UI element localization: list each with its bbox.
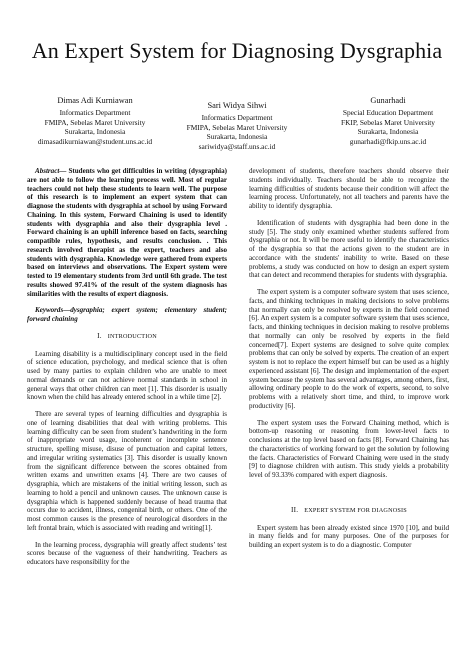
author-department: Special Education Department: [342, 108, 434, 117]
section-heading-expert-system: II. EXPERT SYSTEM FOR DIAGNOSIS: [291, 505, 407, 514]
paragraph: Learning disability is a multidisciplinary concept used in the field of science education, psychology, and medical science that is often used by many parties to explain children who are unable to meet normal demands or can not achieve normal standards in school in general ways that other children can meet [1]. This disorder is usually known when the child has already entered school in a while time [2].: [27, 349, 227, 402]
author-department: Informatics Department: [59, 108, 131, 117]
paper-title: An Expert System for Diagnosing Dysgraphia: [31, 38, 443, 63]
paragraph: Expert system has been already existed since 1970 [10], and build in many fields and for many purposes. One of the purposes for building an expert system is to do a diagnostic. Computer: [249, 523, 449, 549]
paragraph: Identification of students with dysgraphia had been done in the study [5]. The study only examined whether students suffered from dysgraphia or not. It will be more useful to identify the characteristics of the dysgraphia so that the actions given to the student are in accordance with the students' inability to write. Based on these problems, a study was conducted on how to design an expert system that can detect and recommend therapies for students with dysgraphia.: [249, 218, 449, 280]
paragraph: In the learning process, dysgraphia will greatly affect students’ test scores because of the vagueness of their handwriting. Teachers as educators have responsibility for the: [27, 540, 227, 566]
author-department: Informatics Department: [201, 113, 273, 122]
author-name: Gunarhadi: [370, 96, 406, 105]
author-city: Surakarta, Indonesia: [357, 127, 419, 137]
author-block-3: [318, 95, 458, 146]
paragraph: The expert system is a computer software system that uses science, facts, and thinking techniques in making decisions to solve problems that normally can only be resolved by experts in the field concerned [6]. An expert system is a computer software system that uses science, facts, and thinking techniques in decision making to resolve problems that normally can only be resolved by experts in the field concerned[7]. Expert systems are designed to solve quite complex problems that can only be solved by experts. The creation of an expert system is not to replace the expert himself but can be used as a highly experienced assistant [6]. The design and implementation of the expert system because the system has several advantages, among others, first, allowing ordinary people to do the work of experts, second, to solve problems with a relatively short time, and third, to improve work productivity [6].: [249, 288, 449, 410]
paragraph: development of students, therefore teachers should observe their students individually. Teachers should be able to recognize the learning difficulties of students because their condition will affect the learning process. Unfortunately, not all teachers and parents have the ability to identify dysgraphia.: [249, 167, 449, 210]
keywords-label: Keywords: [35, 306, 64, 315]
author-city: Surakarta, Indonesia: [206, 132, 268, 142]
author-block-1: [30, 95, 160, 146]
abstract: [27, 167, 227, 298]
abstract-label: Abstract: [35, 167, 60, 175]
author-university: FMIPA, Sebelas Maret University: [44, 117, 146, 127]
section-heading-introduction: I. INTRODUCTION: [97, 331, 157, 340]
paragraph: There are several types of learning difficulties and dysgraphia is one of learning disabilities that deal with writing problems. This learning difficulty can be seen from student’s handwriting in the form of inappropriate word usage, incoherent or incomplete sentence structure, spelling misuse, disuse of punctuation and capital letters, and irregular writing systematics [3]. This disorder is usually known from the significant difference between the scores obtained from written exams and unwritten exams [4]. There are two causes of dysgraphia, which are mistakens of the initial writing lesson, such as learning to hold a pencil and unknown causes. The unknown cause is dysgraphia which is happened suddenly because of head trauma that occurs due to accident, illness, congenital birth, or others. One of the most common causes is the presence of neurological disorders in the left frontal brain, which is associated with reading and writing[1].: [27, 410, 227, 532]
paragraph: The expert system uses the Forward Chaining method, which is bottom-up reasoning or reasoning from lower-level facts to conclusions at the top level based on facts [8]. Forward Chaining has the characteristics of working forward to get the solution by following the facts. Characteristics of Forward Chaining were used in the study [9] to diagnose children with autism. This study yields a probability level of 93.33% compared with expert diagnosis.: [249, 418, 449, 479]
author-university: FKIP, Sebelas Maret University: [340, 117, 435, 127]
left-column: [27, 167, 227, 567]
author-email: gunarhadi@fkip.uns.ac.id: [349, 136, 427, 146]
author-name: Sari Widya Sihwi: [207, 101, 267, 110]
author-city: Surakarta, Indonesia: [64, 127, 126, 137]
author-name: Dimas Adi Kurniawan: [57, 96, 133, 105]
author-email: dimasadikurniawan@student.uns.ac.id: [37, 136, 153, 146]
keywords: [27, 306, 227, 324]
abstract-text: — Students who get difficulties in writing (dysgraphia) are not able to follow the learning process well. Most of regular teachers could not help these students to learn well. The purpose of this research is to implement an expert system that can diagnose the students with dysgraphia at school by using Forward Chaining. In this system, Forward Chaining is used to identify students with dysgraphia and also their dysgraphia level . Forward chaining is an uphill inference based on facts, searching compatible rules, hypothesis, and results conclusion. . This research involved therapist as the expert, teachers and also students with dysgraphia. Knowledge were gathered from experts based on interviews and observations. The Expert system were tested to 19 elementary students from 3rd until 6th grade. The test results showed 97.41% of the result of the system diagnosis has similarities with the results of expert diagnosis.: [27, 167, 227, 298]
keywords-text: —dysgraphia; expert system; elementary student; forward chaining: [27, 306, 227, 323]
author-email: sariwidya@staff.uns.ac.id: [198, 141, 276, 151]
right-column: [249, 167, 449, 550]
author-block-2: [172, 100, 302, 151]
author-university: FMIPA, Sebelas Maret University: [186, 122, 288, 132]
